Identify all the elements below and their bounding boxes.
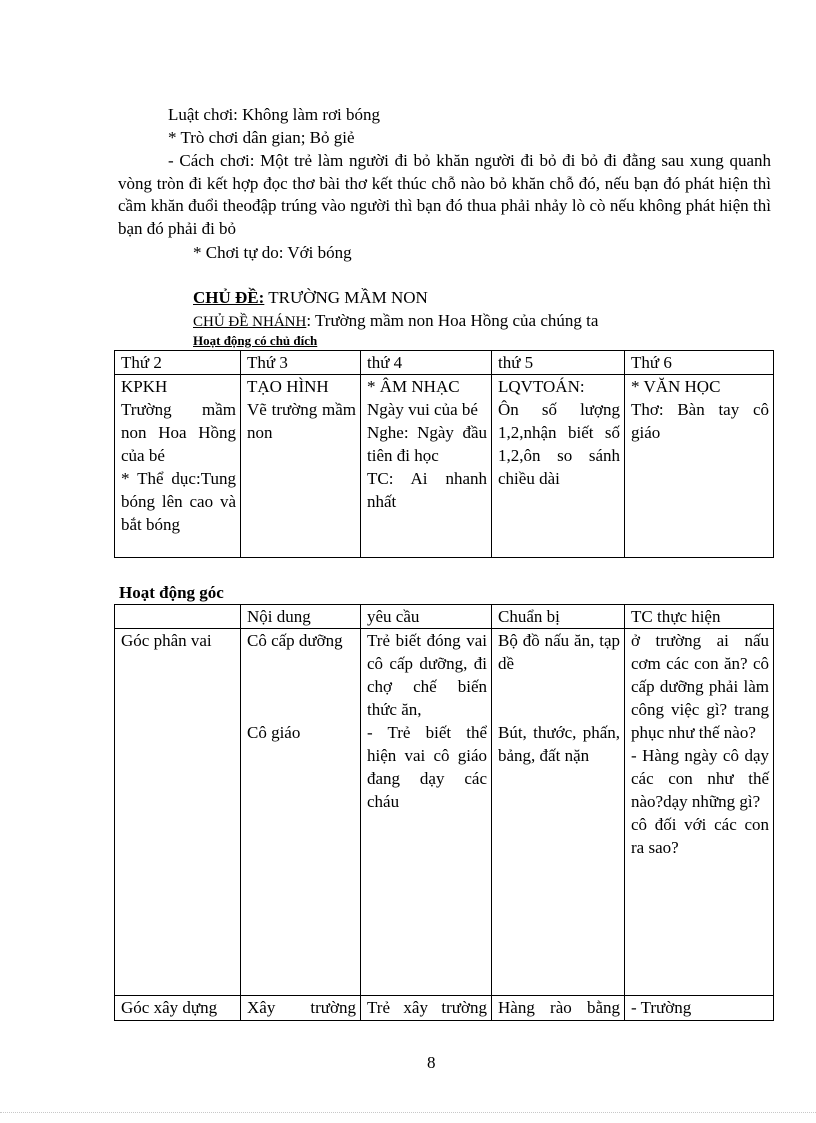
corner-preparation <box>492 629 625 996</box>
corner-content: Xây trường <box>241 996 361 1021</box>
activity-heading: Hoạt động có chủ đích <box>193 333 318 348</box>
corner-header: TC thực hiện <box>625 605 774 629</box>
schedule-header: Thứ 6 <box>625 351 774 375</box>
corner-content-item: Cô giáo <box>247 723 301 742</box>
tuesday-cell: TẠO HÌNH Vẽ trường mầm non <box>241 375 361 558</box>
topic-value: TRƯỜNG MẦM NON <box>264 288 428 307</box>
corner-header: yêu cầu <box>361 605 492 629</box>
thursday-cell: LQVTOÁN: Ôn số lượng 1,2,nhận biết số 1,2,ôn so sánh chiều dài <box>492 375 625 558</box>
corner-preparation: Hàng rào bằng <box>492 996 625 1021</box>
corner-row-building <box>115 996 774 1021</box>
corner-activity-heading: Hoạt động góc <box>119 583 224 602</box>
corner-prep-item: Bút, thước, phấn, bảng, đất nặn <box>498 723 620 765</box>
corner-organization: - Trường <box>625 996 774 1021</box>
wednesday-cell: * ÂM NHẠC Ngày vui của bé Nghe: Ngày đầu tiên đi học TC: Ai nhanh nhất <box>361 375 492 558</box>
topic-label: CHỦ ĐỀ: <box>193 288 265 307</box>
schedule-header: thứ 4 <box>361 351 492 375</box>
corner-requirement: Trẻ xây trường <box>361 996 492 1021</box>
folk-game-line: * Trò chơi dân gian; Bỏ giẻ <box>168 128 355 147</box>
subtopic-value: : Trường mầm non Hoa Hồng của chúng ta <box>306 311 599 330</box>
corner-header <box>115 605 241 629</box>
corner-prep-item: Bộ đồ nấu ăn, tạp dề <box>498 631 620 673</box>
corner-activity-table <box>114 604 774 1021</box>
schedule-header: Thứ 3 <box>241 351 361 375</box>
corner-requirement: Trẻ biết đóng vai cô cấp dưỡng, đi chợ chế biến thức ăn, - Trẻ biết thể hiện vai cô giáo đang dạy các cháu <box>361 629 492 996</box>
schedule-header: thứ 5 <box>492 351 625 375</box>
monday-cell: KPKH Trường mầm non Hoa Hồng của bé * Thể dục:Tung bóng lên cao và bắt bóng <box>115 375 241 558</box>
corner-header-row <box>115 605 774 629</box>
rule-line: Luật chơi: Không làm rơi bóng <box>168 105 381 124</box>
corner-content-item: Cô cấp dưỡng <box>247 631 343 650</box>
corner-organization: ở trường ai nấu cơm các con ăn? cô cấp dưỡng phải làm công việc gì? trang phục như thế nào? - Hàng ngày cô dạy các con như thế nào?dạy những gì? cô đối với các con ra sao? <box>625 629 774 996</box>
corner-name: Góc xây dựng <box>115 996 241 1021</box>
page-bottom-divider <box>0 1112 816 1114</box>
schedule-header: Thứ 2 <box>115 351 241 375</box>
corner-content <box>241 629 361 996</box>
corner-header: Chuẩn bị <box>492 605 625 629</box>
how-to-play-paragraph: - Cách chơi: Một trẻ làm người đi bỏ khăn người đi bỏ đi bỏ đi đằng sau xung quanh vòng tròn đi kết hợp đọc thơ bài thơ kết thúc chỗ nào bỏ khăn chỗ đó, nếu bạn đó phát hiện thì cầm khăn đuổi theođập trúng vào người thì bạn đó thua phải nhảy lò cò nếu không phát hiện thì bạn đó phải đi bỏ <box>118 151 771 238</box>
schedule-content-row <box>115 375 774 558</box>
topic-heading <box>193 287 428 309</box>
corner-row-roleplay <box>115 629 774 996</box>
page-number: 8 <box>427 1053 436 1072</box>
schedule-table <box>114 350 774 558</box>
subtopic-heading <box>193 310 598 333</box>
schedule-header-row <box>115 351 774 375</box>
free-play-line: * Chơi tự do: Với bóng <box>193 243 352 262</box>
corner-name: Góc phân vai <box>115 629 241 996</box>
friday-cell: * VĂN HỌC Thơ: Bàn tay cô giáo <box>625 375 774 558</box>
corner-header: Nội dung <box>241 605 361 629</box>
subtopic-label: CHỦ ĐỀ NHÁNH <box>193 314 307 330</box>
